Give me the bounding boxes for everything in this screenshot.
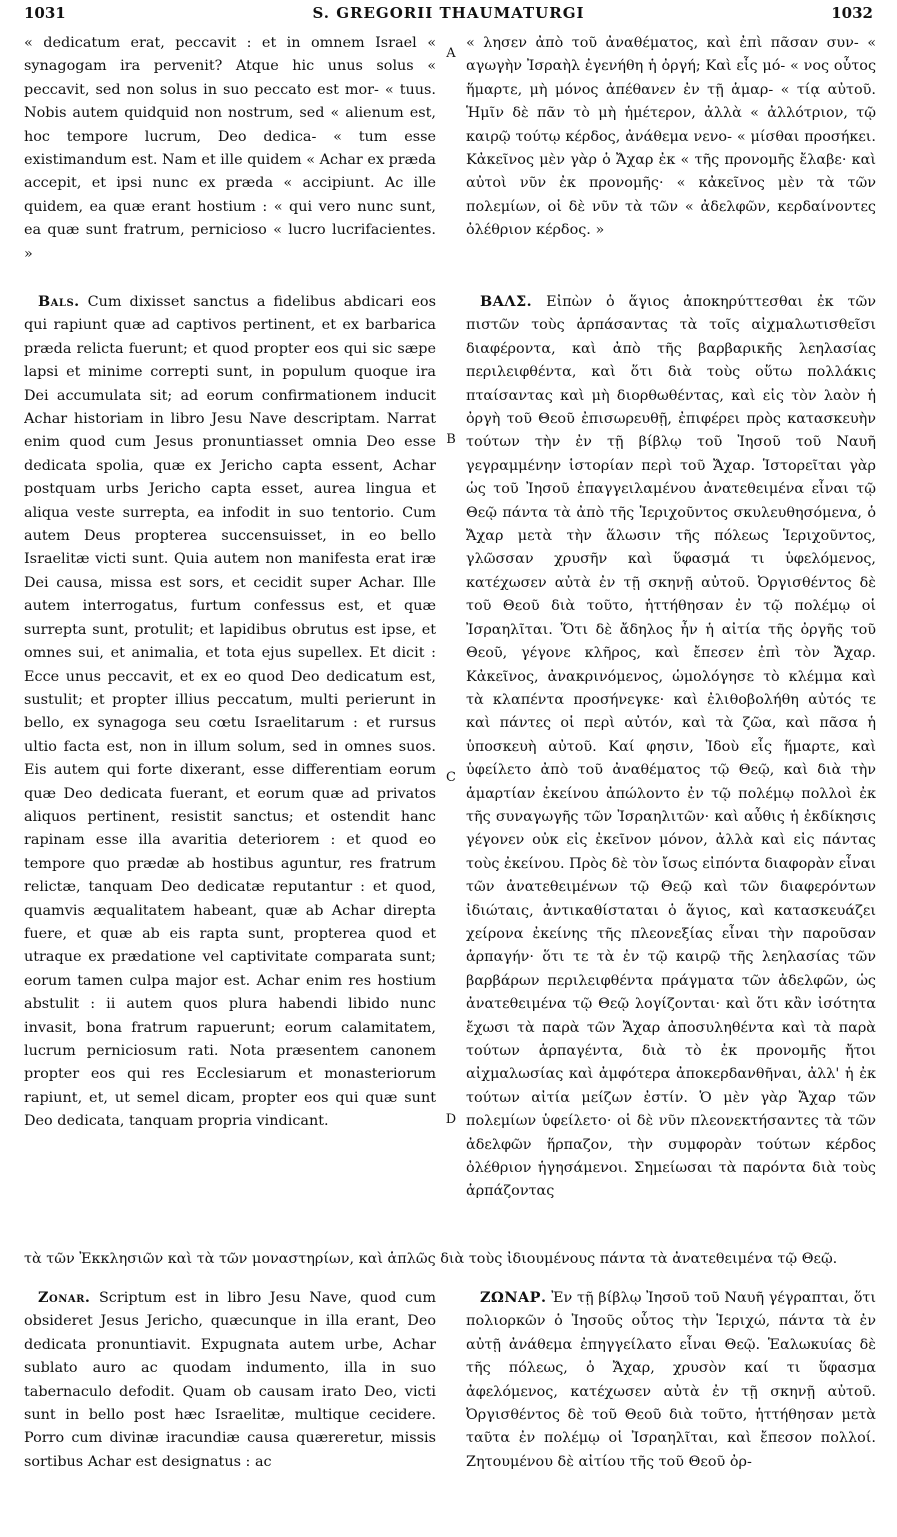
greek-column-zonaras <box>466 1286 876 1521</box>
margin-letter-d: D <box>445 1112 457 1127</box>
latin-commentary-text: Scriptum est in libro Jesu Nave, quod cum obsideret Jesus Jericho, quæcunque in illa erant, Deo dedicata pronuntiavit. Expugnata autem urbe, Achar sublato auro ac quodam indumento, illa in suo tabernaculo defodit. Quam ob causam irato Deo, victi sunt in bello post hæc Israelitæ, multique cecidere. Porro cum divinæ iracundiæ causa quæreretur, missis sortibus Achar est designatus : ac <box>24 1290 436 1470</box>
greek-commentary-text: Ἐν τῇ βίβλῳ Ἰησοῦ τοῦ Ναυῆ γέγραπται, ὅτι πολιορκῶν ὁ Ἰησοῦς οὗτος τὴν Ἱεριχώ, πάντα τὰ ἐν αὐτῇ ἀνάθεμα ἐπηγγείλατο εἶναι Θεῷ. Ἑαλωκυίας δὲ τῆς πόλεως, ὁ Ἄχαρ, χρυσὸν καί τι ὕφασμα ἀφελόμενος, κατέχωσεν αὐτὰ ἐν τῇ σκηνῇ αὐτοῦ. Ὀργισθέντος δὲ τοῦ Θεοῦ διὰ τοῦτο, ἡττήθησαν μετὰ ταῦτα ἐν πολέμῳ οἱ Ἰσραηλῖται, καὶ ἔπεσον πολλοί. Ζητουμένου δὲ αἰτίου τῆς τοῦ Θεοῦ ὀρ- <box>466 1290 876 1470</box>
greek-commentary-paragraph <box>466 1286 876 1474</box>
margin-letter-c: C <box>446 770 456 785</box>
greek-full-width-continuation <box>24 1234 876 1278</box>
margin-letter-b: B <box>446 432 456 447</box>
greek-column-balsamon <box>466 290 876 1231</box>
latin-commentary-paragraph <box>24 1286 436 1474</box>
commentator-signature: ΖΩΝΑΡ. <box>480 1289 547 1306</box>
greek-column-section1 <box>466 32 876 294</box>
latin-commentary-paragraph <box>24 290 436 1134</box>
greek-commentary-text: Εἰπὼν ὁ ἅγιος ἀποκηρύττεσθαι ἐκ τῶν πιστῶν τοὺς ἁρπάσαντας τὰ τοῖς αἰχμαλωτισθεῖσι διαφέροντα, καὶ ἀπὸ τῆς βαρβαρικῆς λεηλασίας περιλειφθέντα, καὶ ὅτι διὰ τοὺς οὕτω πολλάκις πταίσαντας καὶ μὴ διορθωθέντας, καὶ εἰς τὸν λαὸν ἡ ὀργὴ τοῦ Θεοῦ ἐπισωρευθῇ, ἐπιφέρει πρὸς κατασκευὴν τούτων τὴν ἐν τῇ βίβλῳ τοῦ Ἰησοῦ τοῦ Ναυῆ γεγραμμένην ἱστορίαν περὶ τοῦ Ἄχαρ. Ἱστορεῖται γὰρ ὡς τοῦ Ἰησοῦ ἐπαγγειλαμένου ἀνατεθειμένα εἶναι τῷ Θεῷ πάντα τὰ ἀπὸ τῆς Ἱεριχοῦντος σκυλευθησόμενα, ὁ Ἄχαρ μετὰ τὴν ἅλωσιν τῆς πόλεως Ἱεριχοῦντος, γλῶσσαν χρυσῆν καὶ ὕφασμά τι ὑφελόμενος, κατέχωσεν αὐτὰ ἐν τῇ σκηνῇ αὐτοῦ. Ὀργισθέντος δὲ τοῦ Θεοῦ διὰ τοῦτο, ἡττήθησαν ἐν τῷ πολέμῳ οἱ Ἰσραηλῖται. Ὅτι δὲ ἄδηλος ἦν ἡ αἰτία τῆς ὀργῆς τοῦ Θεοῦ, γέγονε κλῆρος, καὶ ἔπεσεν ἐπὶ τὸν Ἄχαρ. Κἀκεῖνος, ἀνακρινόμενος, ὡμολόγησε τὸ κλέμμα καὶ τὰ κλαπέντα προσήνεγκε· καὶ ἐλιθοβολήθη αὐτός τε καὶ πάντες οἱ περὶ αὐτόν, καὶ τὰ ζῶα, καὶ πᾶσα ἡ ὑποσκευὴ αὐτοῦ. Καί φησιν, Ἰδοὺ εἷς ἥμαρτε, καὶ ὑφείλετο ἀπὸ τοῦ ἀναθέματος τῷ Θεῷ, καὶ διὰ τὴν ἁμαρτίαν ἐκείνου ἀπώλοντο ἐν τῷ πολέμῳ πολλοὶ ἐκ τῆς συναγωγῆς τῶν Ἰσραηλιτῶν· καὶ αὖθις ἡ ἐκδίκησις γέγονεν οὐκ εἰς ἐκεῖνον μόνον, ἀλλὰ καὶ εἰς πάντας τοὺς ἐκείνου. Πρὸς δὲ τὸν ἴσως εἰπόντα διαφορὰν εἶναι τῶν ἀνατεθειμένων τῷ Θεῷ καὶ τῶν διαφερόντων ἰδιώταις, ἀντικαθίσταται ὁ ἅγιος, καὶ κατασκευάζει χείρονα ἐκείνης τῆς πλεονεξίας εἶναι τὴν παροῦσαν ἁρπαγήν· ὅτι τε τὰ ἐν τῷ καιρῷ τῆς λεηλασίας τῶν βαρβάρων περιλειφθέντα πράγματα τῶν ἀδελφῶν, ὡς ἀνατεθειμένα τῷ Θεῷ λογίζονται· καὶ ὅτι κἂν ἰσότητα ἔχωσι τὰ παρὰ τῶν Ἄχαρ ἀποσυληθέντα καὶ τὰ παρὰ τούτων ἁρπαγέντα, διὰ τὸ ἐκ προνομῆς ἤτοι αἰχμαλωσίας καὶ ἀμφότερα ἀποκερδανθῆναι, ἀλλ' ἡ ἐκ τούτων αἰτία μείζων ἐστίν. Ὁ μὲν γὰρ Ἄχαρ τῶν πολεμίων ὑφείλετο· οἱ δὲ νῦν πλεονεκτήσαντες τὰ τῶν ἀδελφῶν ἥρπαζον, τὴν συμφορὰν τούτων κέρδος ὀλέθριον ἡγησάμενοι. Σημείωσαι τὰ παρόντα διὰ τοὺς ἁρπάζοντας <box>466 294 876 1200</box>
latin-column-section1 <box>24 32 436 294</box>
page-number-left: 1031 <box>24 4 66 22</box>
latin-text: « dedicatum erat, peccavit : et in omnem Israel « synagogam ira pervenit? Atque hic unus solus « peccavit, sed non solus in suo peccato est mor- « tuus. Nobis autem quidquid non nostrum, sed « alienum est, hoc tempore lucrum, Deo dedica- « tum esse existimandum est. Nam et ille quidem « Achar ex præda accepit, et ipsi nunc ex præda « accipiunt. Ac ille quidem, ea quæ erant hostium : « qui vero nunc sunt, ea quæ sunt fratrum, pernicioso « lucro lucrifacientes. » <box>24 35 436 262</box>
page-number-right: 1032 <box>831 4 873 22</box>
latin-column-balsamon <box>24 290 436 1231</box>
commentator-signature: Bals. <box>38 293 80 310</box>
greek-text: « λησεν ἀπὸ τοῦ ἀναθέματος, καὶ ἐπὶ πᾶσαν συν- « αγωγὴν Ἰσραὴλ ἐγενήθη ἡ ὀργή; Καὶ εἷς μό- « νος οὗτος ἥμαρτε, μὴ μόνος ἀπέθανεν ἐν τῇ ἁμαρ- « τίᾳ αὐτοῦ. Ἡμῖν δὲ πᾶν τὸ μὴ ἡμέτερον, ἀλλὰ « ἀλλότριον, τῷ καιρῷ τούτῳ κέρδος, ἀνάθεμα νενο- « μίσθαι προσήκει. Κἀκεῖνος μὲν γὰρ ὁ Ἄχαρ ἐκ « τῆς προνομῆς ἔλαβε· καὶ αὐτοὶ νῦν ἐκ προνομῆς· « κἀκεῖνος μὲν τὰ τῶν πολεμίων, οἱ δὲ νῦν τὰ τῶν « ἀδελφῶν, κερδαίνοντες ὀλέθριον κέρδος. » <box>466 35 876 239</box>
commentator-signature: Zonar. <box>38 1289 91 1306</box>
running-header <box>24 4 873 30</box>
page-title: S. GREGORII THAUMATURGI <box>312 4 585 22</box>
latin-column-zonaras <box>24 1286 436 1521</box>
latin-commentary-text: Cum dixisset sanctus a fidelibus abdicari eos qui rapiunt quæ ad captivos pertinent, et ex barbarica præda relicta fuerunt; et quod propter eos qui sic sæpe lapsi et minime correpti sunt, in populum quoque ira Dei accumulata sit; ad eorum confirmationem inducit Achar historiam in libro Jesu Nave descriptam. Narrat enim quod cum Jesus pronuntiasset omnia Deo esse dedicata spolia, quæ ex Jericho capta essent, Achar postquam urbs Jericho capta esset, aurea lingua et aliqua veste surrepta, ea infodit in suo tentorio. Cum autem Deus propterea succensuisset, in eo bello Israelitæ victi sunt. Quia autem non manifesta erat iræ Dei causa, missa est sors, et cecidit super Achar. Ille autem interrogatus, furtum confessus est, et quæ surrepta sunt, protulit; et lapidibus obrutus est ipse, et omnes sui, et animalia, et tota ejus supellex. Et dicit : Ecce unus peccavit, et ex eo quod Deo dedicatum est, sustulit; et propter illius peccatum, multi perierunt in bello, ex synagoga seu cœtu Israelitarum : et rursus ultio facta est, non in illum solum, sed in omnes suos. Eis autem qui forte dixerant, esse differentiam eorum quæ Deo dedicata fuerant, et eorum quæ ad privatos aliquos pertinent, resistit sanctus; et ostendit hanc rapinam esse illa avaritia deteriorem : et quod eo tempore quo prædæ ab hostibus aguntur, res fratrum relictæ, tanquam Deo dedicatæ reputantur : et quod, quamvis æqualitatem habeant, quæ ab Achar direpta fuere, et quæ ab eis rapta sunt, propterea quod et utraque ex prædatione vel captivitate comparata sunt; eorum tamen culpa major est. Achar enim res hostium abstulit : ii autem quos plura habendi libido nunc invasit, bona fratrum rapuerunt; eorum calamitatem, lucrum perniciosum rati. Nota præsentem canonem propter eos qui res Ecclesiarum et monasteriorum rapiunt, et, ut semel dicam, propter eos qui quæ sunt Deo dedicata, tanquam propria vindicant. <box>24 294 436 1130</box>
greek-commentary-paragraph <box>466 290 876 1204</box>
commentator-signature: ΒΑΛΣ. <box>480 293 533 310</box>
greek-continuation-text: τὰ τῶν Ἐκκλησιῶν καὶ τὰ τῶν μοναστηρίων, καὶ ἁπλῶς διὰ τοὺς ἰδιουμένους πάντα τὰ ἀνατεθειμένα τῷ Θεῷ. <box>24 1251 838 1268</box>
margin-letter-a: A <box>446 46 456 61</box>
